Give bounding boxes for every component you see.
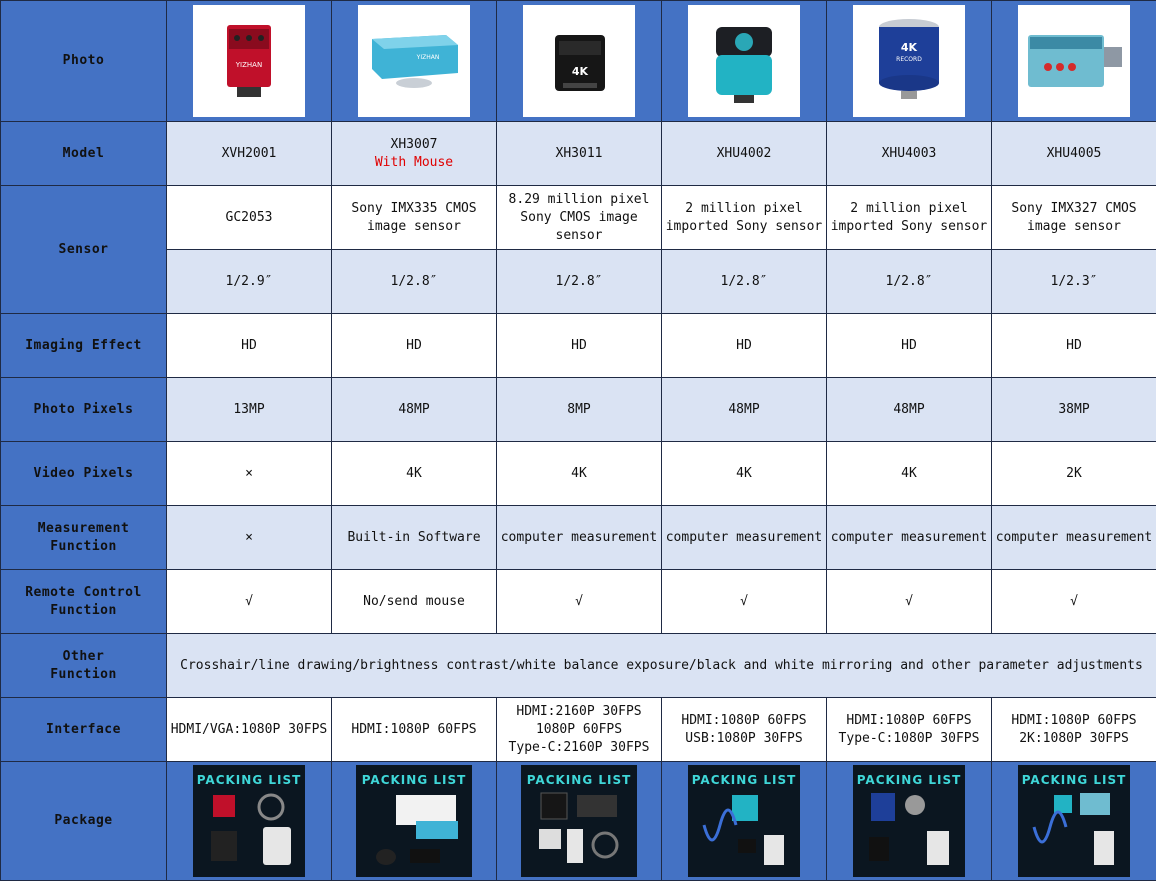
- row-other-function: [1, 634, 1156, 698]
- row-sensor: [1, 186, 1156, 250]
- svg-text:RECORD: RECORD: [896, 56, 922, 63]
- remote-cell-5: √: [827, 570, 992, 634]
- photo-pixels-cell-6: 38MP: [992, 378, 1156, 442]
- video-pixels-cell-5: 4K: [827, 442, 992, 506]
- interface-line: HDMI:1080P 60FPS: [681, 712, 807, 728]
- photo-pixels-cell-1: 13MP: [167, 378, 332, 442]
- video-pixels-cell-1: ×: [167, 442, 332, 506]
- interface-line: Type-C:2160P 30FPS: [508, 739, 650, 755]
- package-cell-3: [497, 762, 662, 881]
- interface-cell-6: [992, 698, 1156, 762]
- camera-teal-image: [688, 5, 800, 117]
- row-label-line-2: Function: [50, 602, 117, 618]
- row-label-line-2: Function: [50, 666, 117, 682]
- model-cell-4: XHU4002: [662, 122, 827, 186]
- package-cell-4: [662, 762, 827, 881]
- row-interface: [1, 698, 1156, 762]
- packing-list-image: [688, 765, 800, 877]
- model-note: With Mouse: [374, 154, 454, 170]
- interface-cell-3: [497, 698, 662, 762]
- interface-line: HDMI/VGA:1080P 30FPS: [170, 721, 328, 737]
- photo-pixels-cell-3: 8MP: [497, 378, 662, 442]
- measurement-cell-4: computer measurement: [662, 506, 827, 570]
- product-photo-6: [992, 1, 1156, 122]
- row-label-line-1: Remote Control: [25, 584, 142, 600]
- row-measurement-function: [1, 506, 1156, 570]
- package-cell-5: [827, 762, 992, 881]
- camera-blue-box-image: [358, 5, 470, 117]
- row-label-sensor: Sensor: [1, 186, 167, 314]
- remote-cell-2: No/send mouse: [332, 570, 497, 634]
- product-photo-2: [332, 1, 497, 122]
- model-value: XH3007: [390, 136, 438, 152]
- interface-line: Type-C:1080P 30FPS: [838, 730, 980, 746]
- remote-cell-4: √: [662, 570, 827, 634]
- svg-text:YIZHAN: YIZHAN: [235, 61, 263, 69]
- product-photo-5: [827, 1, 992, 122]
- remote-cell-6: √: [992, 570, 1156, 634]
- interface-cell-2: [332, 698, 497, 762]
- package-contents-icon: [521, 765, 637, 877]
- sensor-cell-3: 8.29 million pixel Sony CMOS image sensor: [497, 186, 662, 250]
- imaging-cell-1: HD: [167, 314, 332, 378]
- row-remote-control-function: [1, 570, 1156, 634]
- remote-cell-3: √: [497, 570, 662, 634]
- row-model: [1, 122, 1156, 186]
- measurement-cell-3: computer measurement: [497, 506, 662, 570]
- sensor-size-cell-5: 1/2.8″: [827, 250, 992, 314]
- other-function-cell: Crosshair/line drawing/brightness contrast/white balance exposure/black and white mirroring and other parameter adjustments: [167, 634, 1156, 698]
- interface-line: HDMI:1080P 60FPS: [351, 721, 477, 737]
- measurement-cell-5: computer measurement: [827, 506, 992, 570]
- sensor-size-cell-4: 1/2.8″: [662, 250, 827, 314]
- product-photo-1: [167, 1, 332, 122]
- model-cell-3: XH3011: [497, 122, 662, 186]
- sensor-size-cell-6: 1/2.3″: [992, 250, 1156, 314]
- camera-cylinder-4k-image: [853, 5, 965, 117]
- row-label-line-1: Measurement: [37, 520, 130, 536]
- row-video-pixels: [1, 442, 1156, 506]
- remote-cell-1: √: [167, 570, 332, 634]
- sensor-cell-4: 2 million pixel imported Sony sensor: [662, 186, 827, 250]
- interface-cell-4: [662, 698, 827, 762]
- row-label-model: Model: [1, 122, 167, 186]
- package-contents-icon: [688, 765, 800, 877]
- video-pixels-cell-6: 2K: [992, 442, 1156, 506]
- package-cell-1: [167, 762, 332, 881]
- sensor-size-cell-3: 1/2.8″: [497, 250, 662, 314]
- imaging-cell-5: HD: [827, 314, 992, 378]
- sensor-cell-2: Sony IMX335 CMOS image sensor: [332, 186, 497, 250]
- row-label-remote-control-function: [1, 570, 167, 634]
- row-label-measurement-function: [1, 506, 167, 570]
- interface-line: HDMI:1080P 60FPS: [846, 712, 972, 728]
- row-label-other-function: [1, 634, 167, 698]
- svg-text:4K: 4K: [571, 65, 589, 78]
- imaging-cell-4: HD: [662, 314, 827, 378]
- packing-list-image: [521, 765, 637, 877]
- package-cell-6: [992, 762, 1156, 881]
- row-label-interface: Interface: [1, 698, 167, 762]
- row-package: [1, 762, 1156, 881]
- sensor-size-cell-1: 1/2.9″: [167, 250, 332, 314]
- measurement-cell-2: Built-in Software: [332, 506, 497, 570]
- interface-cell-1: [167, 698, 332, 762]
- model-cell-1: XVH2001: [167, 122, 332, 186]
- packing-list-title: PACKING LIST: [856, 773, 962, 787]
- row-label-line-1: Other: [62, 648, 105, 664]
- package-contents-icon: [356, 765, 472, 877]
- package-contents-icon: [853, 765, 965, 877]
- video-pixels-cell-3: 4K: [497, 442, 662, 506]
- row-label-package: Package: [1, 762, 167, 881]
- imaging-cell-6: HD: [992, 314, 1156, 378]
- sensor-cell-6: Sony IMX327 CMOS image sensor: [992, 186, 1156, 250]
- sensor-cell-5: 2 million pixel imported Sony sensor: [827, 186, 992, 250]
- interface-cell-5: [827, 698, 992, 762]
- interface-line: HDMI:1080P 60FPS: [1011, 712, 1137, 728]
- model-cell-6: XHU4005: [992, 122, 1156, 186]
- package-cell-2: [332, 762, 497, 881]
- measurement-cell-6: computer measurement: [992, 506, 1156, 570]
- video-pixels-cell-2: 4K: [332, 442, 497, 506]
- row-label-line-2: Function: [50, 538, 117, 554]
- interface-line: HDMI:2160P 30FPS: [516, 703, 642, 719]
- measurement-cell-1: ×: [167, 506, 332, 570]
- packing-list-image: [853, 765, 965, 877]
- video-pixels-cell-4: 4K: [662, 442, 827, 506]
- row-photo: [1, 1, 1156, 122]
- packing-list-title: PACKING LIST: [691, 773, 797, 787]
- product-photo-3: [497, 1, 662, 122]
- sensor-cell-1: GC2053: [167, 186, 332, 250]
- photo-pixels-cell-2: 48MP: [332, 378, 497, 442]
- row-sensor-size: [1, 250, 1156, 314]
- packing-list-title: PACKING LIST: [361, 773, 467, 787]
- row-imaging-effect: [1, 314, 1156, 378]
- photo-pixels-cell-5: 48MP: [827, 378, 992, 442]
- row-label-photo-pixels: Photo Pixels: [1, 378, 167, 442]
- package-contents-icon: [1018, 765, 1130, 877]
- row-label-photo: Photo: [1, 1, 167, 122]
- row-photo-pixels: [1, 378, 1156, 442]
- sensor-size-cell-2: 1/2.8″: [332, 250, 497, 314]
- camera-panel-image: [1018, 5, 1130, 117]
- svg-text:4K: 4K: [900, 41, 918, 54]
- interface-line: USB:1080P 30FPS: [685, 730, 803, 746]
- imaging-cell-3: HD: [497, 314, 662, 378]
- photo-pixels-cell-4: 48MP: [662, 378, 827, 442]
- svg-text:YIZHAN: YIZHAN: [416, 54, 440, 61]
- packing-list-image: [1018, 765, 1130, 877]
- interface-line: 1080P 60FPS: [535, 721, 623, 737]
- packing-list-title: PACKING LIST: [196, 773, 302, 787]
- model-cell-5: XHU4003: [827, 122, 992, 186]
- camera-red-image: [193, 5, 305, 117]
- interface-line: 2K:1080P 30FPS: [1019, 730, 1129, 746]
- model-cell-2: [332, 122, 497, 186]
- imaging-cell-2: HD: [332, 314, 497, 378]
- row-label-video-pixels: Video Pixels: [1, 442, 167, 506]
- product-photo-4: [662, 1, 827, 122]
- packing-list-image: [356, 765, 472, 877]
- package-contents-icon: [193, 765, 305, 877]
- packing-list-title: PACKING LIST: [526, 773, 632, 787]
- camera-black-4k-image: [523, 5, 635, 117]
- packing-list-image: [193, 765, 305, 877]
- row-label-imaging-effect: Imaging Effect: [1, 314, 167, 378]
- packing-list-title: PACKING LIST: [1021, 773, 1127, 787]
